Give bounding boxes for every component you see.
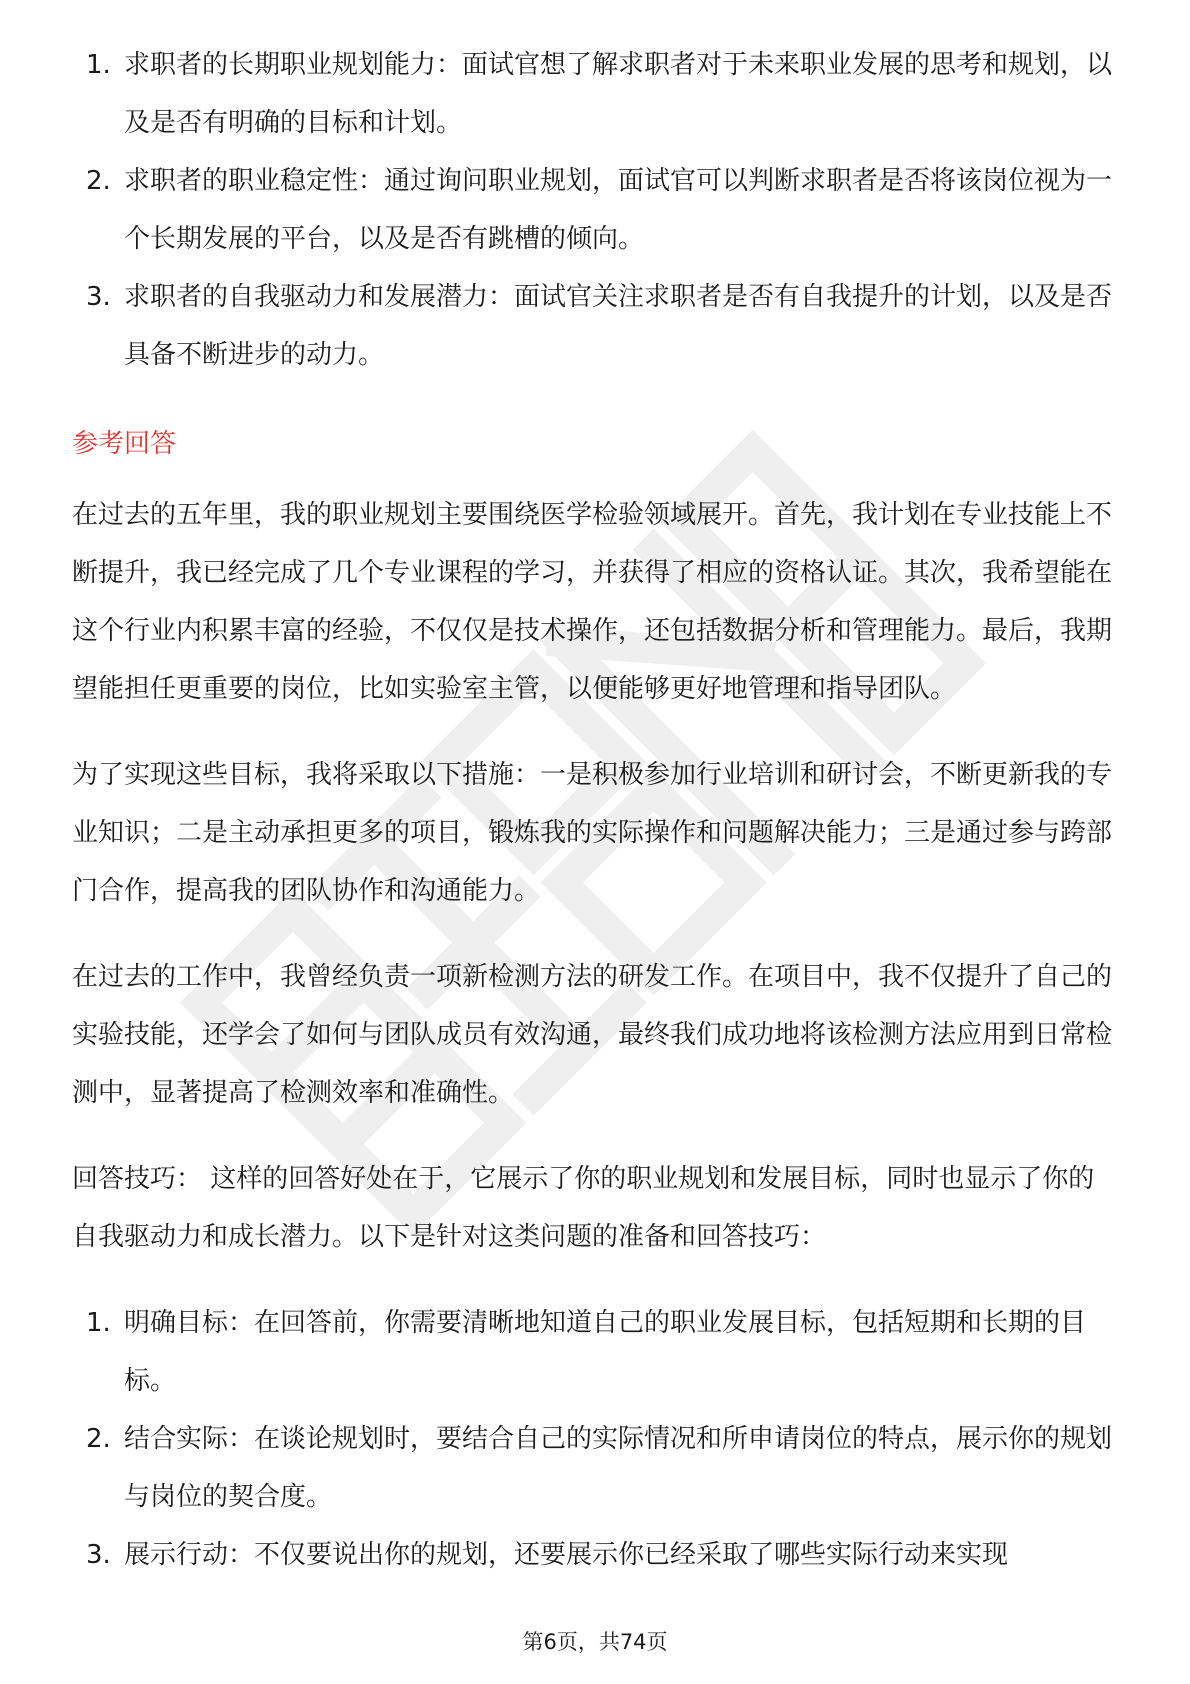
list-text: 求职者的长期职业规划能力：面试官想了解求职者对于未来职业发展的思考和规划，以及是否有明确的目标和计划。 [124, 50, 1113, 138]
list-item [72, 268, 1118, 384]
section-title: 参考回答 [72, 429, 177, 459]
page-number: 第6页，共74页 [522, 1630, 668, 1654]
list-number: 1. [86, 50, 111, 80]
list-item [72, 36, 1118, 152]
list-number: 2. [86, 166, 111, 196]
paragraph: 为了实现这些目标，我将采取以下措施：一是积极参加行业培训和研讨会，不断更新我的专业知识；二是主动承担更多的项目，锻炼我的实际操作和问题解决能力；三是通过参与跨部门合作，提高我的团队协作和沟通能力。 [72, 760, 1113, 906]
list-item [72, 152, 1118, 268]
list-number: 1. [86, 1308, 111, 1338]
list-number: 3. [86, 1540, 111, 1570]
list-text: 明确目标：在回答前，你需要清晰地知道自己的职业发展目标，包括短期和长期的目标。 [124, 1308, 1087, 1396]
paragraph: 在过去的工作中，我曾经负责一项新检测方法的研发工作。在项目中，我不仅提升了自己的实验技能，还学会了如何与团队成员有效沟通，最终我们成功地将该检测方法应用到日常检测中，显著提高了检测效率和准确性。 [72, 962, 1113, 1108]
document-body [72, 36, 1118, 1584]
list-item [72, 1294, 1118, 1410]
list-text: 展示行动：不仅要说出你的规划，还要展示你已经采取了哪些实际行动来实现 [124, 1540, 1009, 1570]
paragraph: 回答技巧： 这样的回答好处在于，它展示了你的职业规划和发展目标，同时也显示了你的自我驱动力和成长潜力。以下是针对这类问题的准备和回答技巧： [72, 1164, 1095, 1252]
tips-list [72, 1294, 1118, 1584]
list-item [72, 1526, 1118, 1584]
list-text: 求职者的自我驱动力和发展潜力：面试官关注求职者是否有自我提升的计划，以及是否具备不断进步的动力。 [124, 282, 1113, 370]
list-text: 结合实际：在谈论规划时，要结合自己的实际情况和所申请岗位的特点，展示你的规划与岗位的契合度。 [124, 1424, 1113, 1512]
top-list [72, 36, 1118, 384]
list-number: 3. [86, 282, 111, 312]
list-text: 求职者的职业稳定性：通过询问职业规划，面试官可以判断求职者是否将该岗位视为一个长期发展的平台，以及是否有跳槽的倾向。 [124, 166, 1113, 254]
paragraph: 在过去的五年里，我的职业规划主要围绕医学检验领域展开。首先，我计划在专业技能上不断提升，我已经完成了几个专业课程的学习，并获得了相应的资格认证。其次，我希望能在这个行业内积累丰富的经验，不仅仅是技术操作，还包括数据分析和管理能力。最后，我期望能担任更重要的岗位，比如实验室主管，以便能够更好地管理和指导团队。 [72, 500, 1113, 704]
list-number: 2. [86, 1424, 111, 1454]
list-item [72, 1410, 1118, 1526]
